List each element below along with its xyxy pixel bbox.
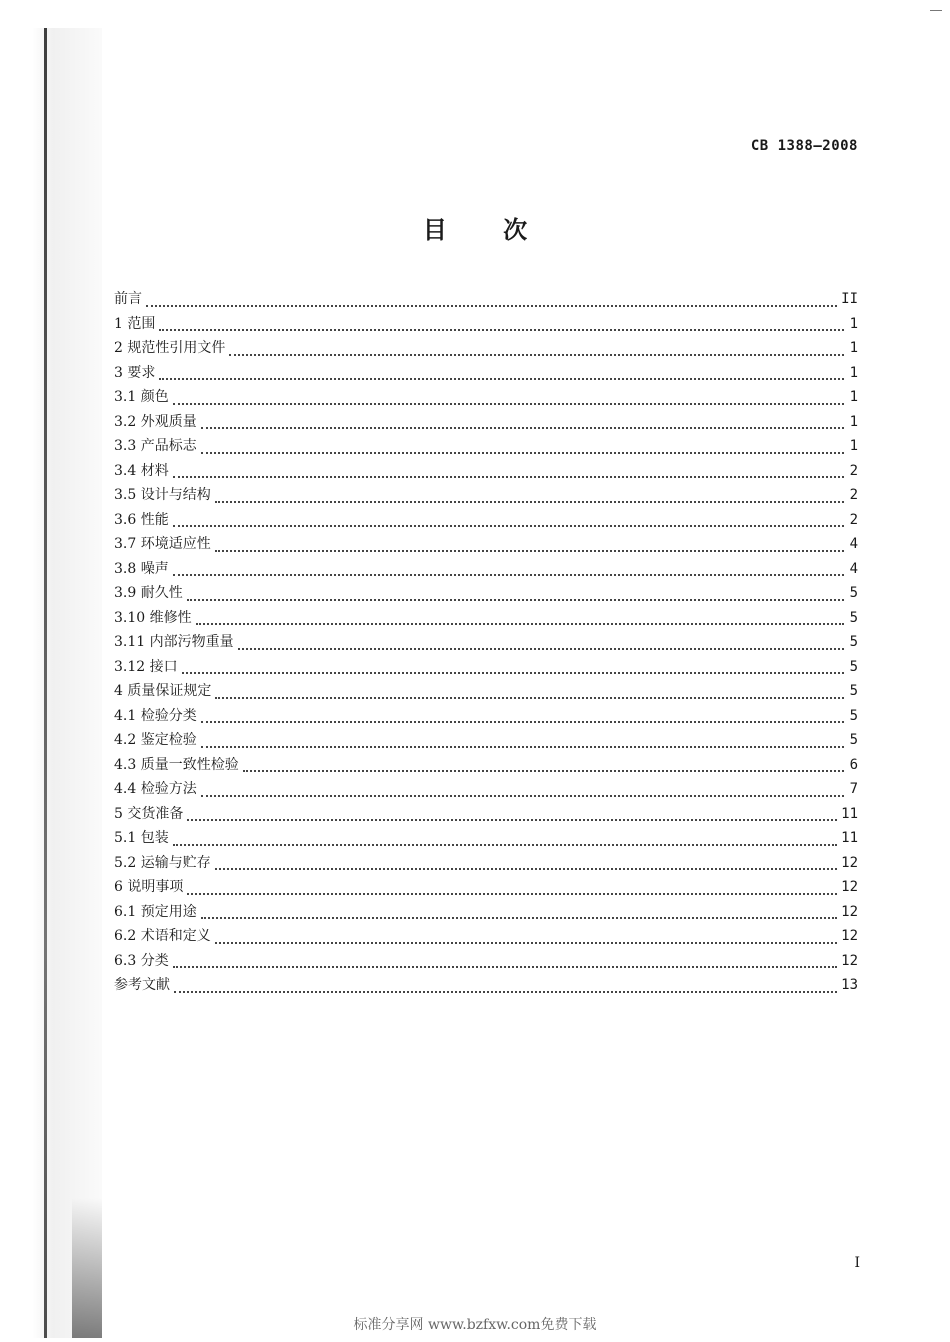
toc-entry-label: 6.2 术语和定义 [114,928,211,944]
toc-entry-page: 5 [849,634,858,650]
toc-entry[interactable] [114,509,858,534]
toc-leader-dots [146,304,837,307]
toc-entry-label: 3.11 内部污物重量 [114,634,234,650]
toc-entry-page: 5 [849,658,858,675]
toc-entry-label: 6.3 分类 [114,952,169,969]
toc-leader-dots [201,451,844,454]
toc-entry[interactable] [114,558,858,583]
toc-entry[interactable] [114,876,858,901]
toc-entry[interactable] [114,778,858,803]
toc-entry-label: 3.4 材料 [114,462,169,479]
toc-entry-label: 3 要求 [114,364,156,381]
toc-entry-label: 4.3 质量一致性检验 [114,756,239,773]
toc-entry-page: 5 [849,683,858,699]
toc-entry-page: 12 [841,903,858,920]
toc-entry-label: 4.4 检验方法 [114,781,197,797]
table-of-contents [114,288,858,999]
scan-corner-mark [930,10,942,11]
toc-leader-dots [215,549,844,552]
toc-leader-dots [201,794,844,797]
toc-entry-label: 5.2 运输与贮存 [114,854,211,871]
toc-entry[interactable] [114,974,858,999]
toc-entry-label: 6 说明事项 [114,879,184,895]
toc-entry[interactable] [114,288,858,313]
toc-entry[interactable] [114,386,858,411]
toc-leader-dots [173,524,844,527]
toc-entry[interactable] [114,925,858,950]
toc-entry-page: 1 [849,389,858,405]
toc-entry-page: 4 [849,560,858,577]
toc-entry-label: 3.8 噪声 [114,560,169,577]
toc-leader-dots [187,598,844,601]
toc-entry-label: 3.5 设计与结构 [114,487,211,503]
toc-entry-label: 前言 [114,291,142,307]
toc-entry-page: 2 [849,487,858,503]
toc-leader-dots [159,328,844,331]
toc-entry[interactable] [114,754,858,779]
toc-leader-dots [215,867,837,870]
toc-entry[interactable] [114,460,858,485]
toc-entry[interactable] [114,827,858,852]
toc-entry-page: 11 [841,805,858,822]
document-number: CB 1388—2008 [750,138,858,154]
toc-leader-dots [173,843,837,846]
toc-leader-dots [173,573,844,576]
toc-entry[interactable] [114,729,858,754]
toc-entry-page: 7 [849,781,858,797]
toc-entry[interactable] [114,705,858,730]
toc-entry-label: 3.1 颜色 [114,389,169,405]
toc-entry-page: 2 [849,511,858,528]
toc-leader-dots [238,647,844,650]
toc-entry-label: 3.7 环境适应性 [114,536,211,552]
toc-leader-dots [196,622,844,625]
toc-entry-page: 11 [841,830,858,846]
toc-entry-label: 6.1 预定用途 [114,903,197,920]
toc-entry-page: 1 [849,413,858,430]
toc-entry[interactable] [114,484,858,509]
toc-entry-label: 3.12 接口 [114,658,178,675]
toc-leader-dots [229,353,844,356]
toc-entry-label: 4.1 检验分类 [114,707,197,724]
toc-leader-dots [173,402,844,405]
toc-entry[interactable] [114,411,858,436]
toc-leader-dots [187,818,837,821]
toc-leader-dots [215,941,837,944]
toc-entry[interactable] [114,582,858,607]
toc-leader-dots [173,965,837,968]
toc-entry[interactable] [114,362,858,387]
toc-entry-label: 4.2 鉴定检验 [114,732,197,748]
toc-entry[interactable] [114,607,858,632]
toc-entry-label: 1 范围 [114,315,156,332]
toc-leader-dots [201,426,844,429]
toc-entry-page: 1 [849,438,858,454]
toc-entry-label: 3.3 产品标志 [114,438,197,454]
toc-leader-dots [159,377,844,380]
toc-entry-page: 5 [849,609,858,626]
toc-leader-dots [243,769,844,772]
toc-entry-page: II [841,291,858,307]
toc-entry-page: 12 [841,879,858,895]
toc-entry-label: 5 交货准备 [114,805,184,822]
toc-entry[interactable] [114,533,858,558]
toc-entry-label: 3.10 维修性 [114,609,192,626]
toc-entry[interactable] [114,852,858,877]
toc-entry[interactable] [114,337,858,362]
toc-entry-page: 1 [849,315,858,332]
toc-entry-label: 4 质量保证规定 [114,683,212,699]
toc-entry[interactable] [114,656,858,681]
toc-entry-label: 3.2 外观质量 [114,413,197,430]
site-watermark: 标准分享网 www.bzfxw.com免费下载 [353,1317,597,1333]
toc-entry[interactable] [114,803,858,828]
toc-entry[interactable] [114,901,858,926]
toc-entry-label: 3.6 性能 [114,511,169,528]
toc-entry[interactable] [114,950,858,975]
toc-leader-dots [215,500,844,503]
toc-entry-label: 2 规范性引用文件 [114,340,226,356]
toc-entry-page: 12 [841,952,858,969]
toc-leader-dots [182,671,844,674]
toc-entry[interactable] [114,435,858,460]
toc-entry-label: 5.1 包装 [114,830,169,846]
toc-leader-dots [201,720,844,723]
toc-entry-label: 参考文献 [114,977,170,993]
toc-entry[interactable] [114,313,858,338]
toc-leader-dots [201,745,844,748]
toc-entry-label: 3.9 耐久性 [114,585,183,601]
toc-entry-page: 5 [849,585,858,601]
toc-leader-dots [174,990,837,993]
toc-entry[interactable] [114,631,858,656]
toc-leader-dots [187,892,837,895]
toc-entry-page: 12 [841,854,858,871]
page-number: I [854,1255,860,1271]
toc-entry[interactable] [114,680,858,705]
toc-entry-page: 2 [849,462,858,479]
toc-leader-dots [215,696,844,699]
toc-entry-page: 13 [841,977,858,993]
toc-leader-dots [201,916,837,919]
toc-entry-page: 5 [849,732,858,748]
toc-entry-page: 12 [841,928,858,944]
toc-entry-page: 1 [849,340,858,356]
toc-entry-page: 5 [849,707,858,724]
toc-title: 目 次 [422,216,552,244]
toc-entry-page: 6 [849,756,858,773]
toc-leader-dots [173,475,844,478]
toc-entry-page: 4 [849,536,858,552]
toc-entry-page: 1 [849,364,858,381]
